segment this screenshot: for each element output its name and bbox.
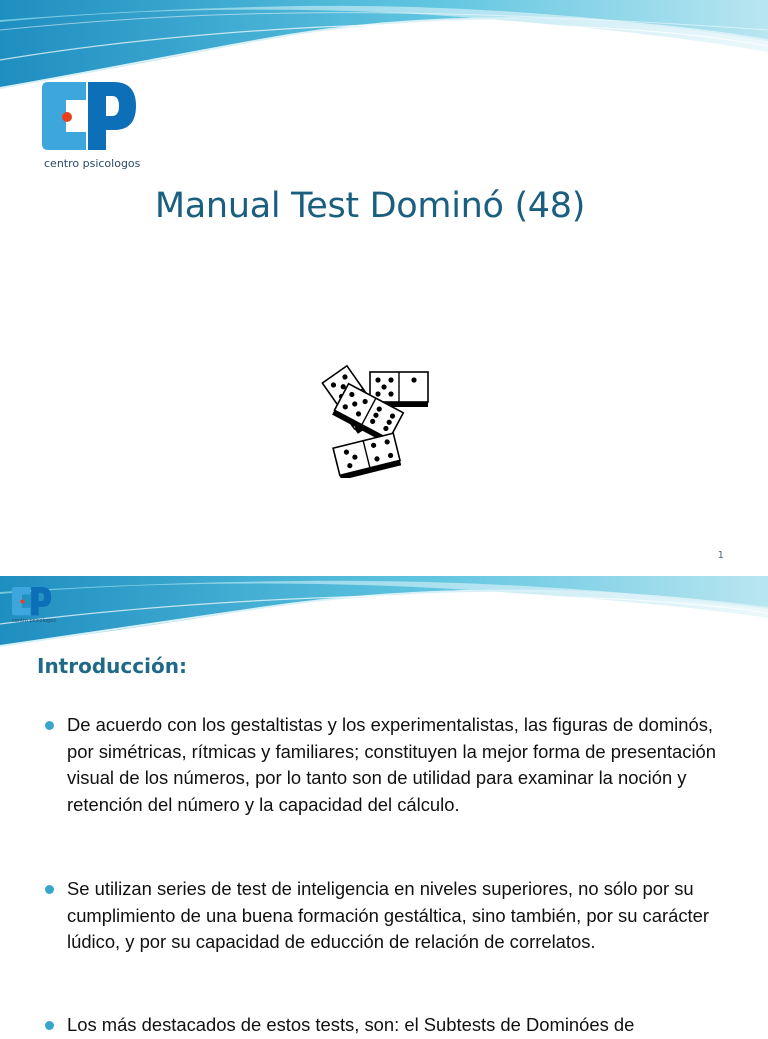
logo-caption: centro psicologos: [44, 157, 141, 170]
bullet-item: [67, 712, 727, 818]
bullet-item: [67, 1012, 727, 1039]
bullet-text: Los más destacados de estos tests, son: el Subtests de Dominóes de: [67, 1014, 635, 1035]
centro-psicologos-logo: [42, 82, 138, 154]
bullet-item: [67, 876, 727, 956]
logo-caption: centro psicologos: [12, 618, 56, 624]
header-swoosh: [0, 576, 768, 666]
bullet-text: Se utilizan series de test de inteligencia en niveles superiores, no sólo por su cumplimiento de una buena formación gestáltica, sino también, por su carácter lúdico, y por su capacidad de educción de relación de correlatos.: [67, 878, 709, 952]
page-number: 1: [717, 550, 724, 561]
dominoes-clipart: [312, 354, 432, 478]
centro-psicologos-logo: [12, 587, 52, 617]
bullet-dot-icon: [45, 1021, 54, 1030]
section-heading: Introducción:: [37, 654, 187, 678]
slide-title: Manual Test Dominó (48): [154, 186, 586, 226]
bullet-text: De acuerdo con los gestaltistas y los experimentalistas, las figuras de dominós, por simétricas, rítmicas y familiares; constituyen la mejor forma de presentación visual de los números, por lo tanto son de utilidad para examinar la noción y retención del número y la capacidad del cálculo.: [67, 714, 717, 815]
bullet-dot-icon: [45, 885, 54, 894]
bullet-dot-icon: [45, 721, 54, 730]
